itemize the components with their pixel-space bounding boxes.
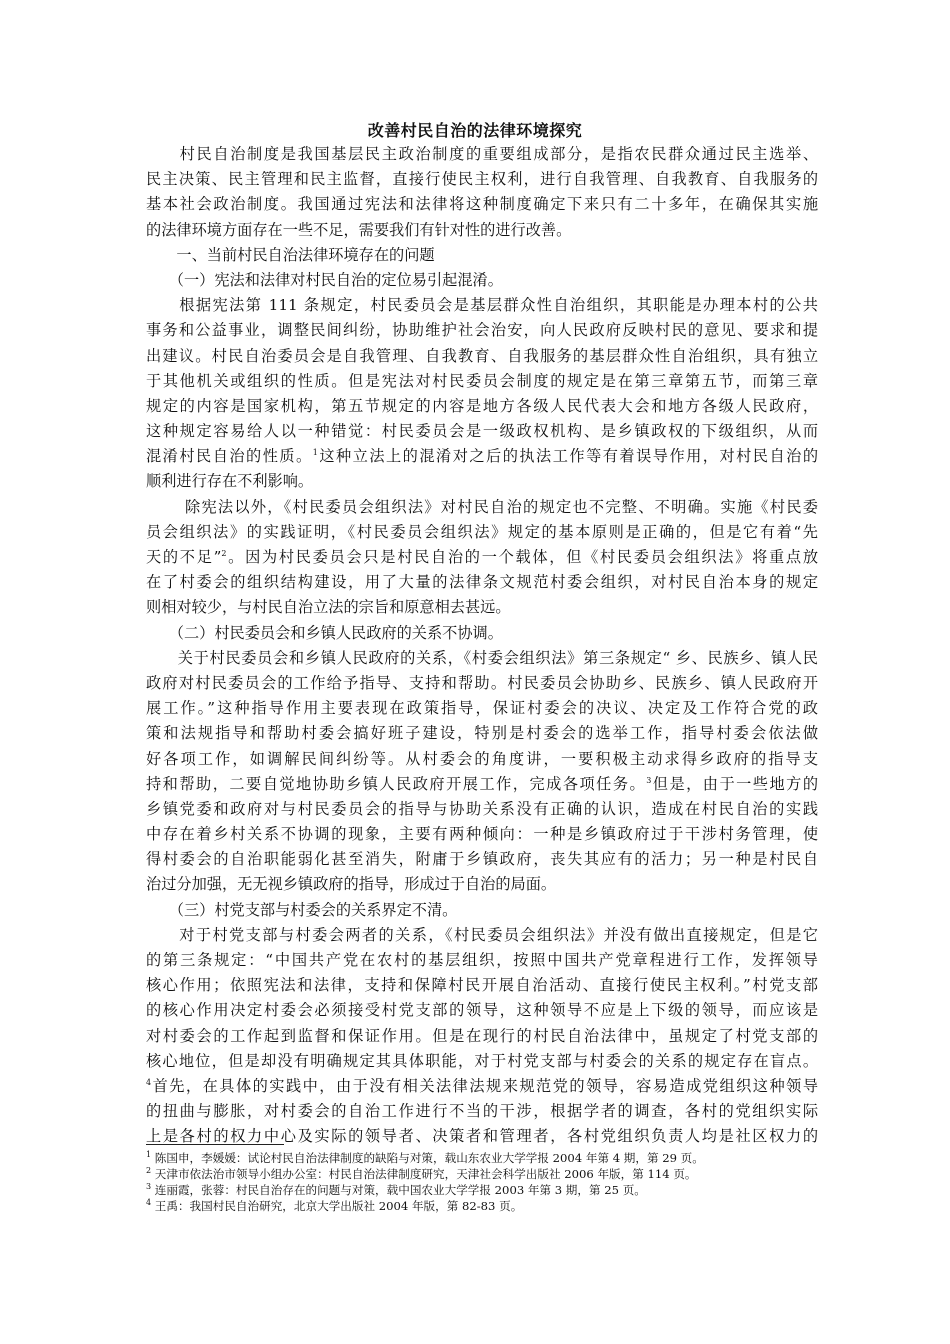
footnote	[146, 1166, 826, 1182]
line-text: 除宪法以外，《村民委员会组织法》对村民自治的规定也不完整、不明确。实施《村民委	[146, 497, 818, 516]
line-text: 关于村民委员会和乡镇人民政府的关系，《村委会组织法》第三条规定“ 乡、民族乡、镇人民	[146, 648, 818, 667]
text-line	[146, 772, 818, 797]
line-text: 治过分加强，无无视乡镇政府的指导，形成过于自治的局面。	[146, 875, 557, 894]
footnotes	[146, 1150, 826, 1214]
text-line	[146, 872, 818, 897]
line-text: 好各项工作，如调解民间纠纷等。从村委会的角度讲，一要积极主动求得乡政府的指导支	[146, 749, 818, 768]
text-line	[146, 344, 818, 369]
line-text: 天的不足”	[146, 548, 222, 566]
line-text: 。因为村民委员会只是村民自治的一个载体，但《村民委员会组织法》将重点放	[226, 548, 819, 566]
footnote-marker: 4	[146, 1077, 152, 1087]
text-line	[146, 293, 818, 318]
text-line	[146, 621, 818, 646]
text-line	[146, 1024, 818, 1049]
text-line	[146, 444, 818, 469]
text-line	[146, 545, 818, 570]
text-line	[146, 923, 818, 948]
line-text: （二）村民委员会和乡镇人民政府的关系不协调。	[146, 623, 503, 642]
text-line	[146, 570, 818, 595]
line-text: 顺利进行存在不利影响。	[146, 472, 314, 491]
text-line	[146, 268, 818, 293]
line-text: 得村委会的自治职能弱化甚至消失，附庸于乡镇政府，丧失其应有的活力；另一种是村民自	[146, 850, 818, 869]
footnote-number: 1	[146, 1150, 152, 1160]
line-text: 这种立法上的混淆对之后的执法工作等有着误导作用，对村民自治的	[317, 447, 819, 466]
text-line	[146, 243, 818, 268]
footnote-separator	[146, 1144, 284, 1145]
line-text: 对于村党支部与村委会两者的关系，《村民委员会组织法》并没有做出直接规定，但是它	[146, 925, 818, 944]
line-text: （三）村党支部与村委会的关系界定不清。	[146, 900, 458, 919]
text-line	[146, 142, 818, 167]
line-text: （一）宪法和法律对村民自治的定位易引起混淆。	[146, 270, 503, 289]
text-line	[146, 595, 818, 620]
line-text: 于其他机关或组织的性质。但是宪法对村民委员会制度的规定是在第三章第五节，而第三章	[146, 371, 818, 390]
line-text: 规定的内容是国家机构，第五节规定的内容是地方各级人民代表大会和地方各级人民政府，	[146, 396, 818, 415]
line-text: 基本社会政治制度。我国通过宪法和法律将这种制度确定下来只有二十多年，在确保其实施	[146, 195, 818, 214]
line-text: 首先，在具体的实践中，由于没有相关法律法规来规范党的领导，容易造成党组织这种领导	[151, 1076, 818, 1095]
text-line	[146, 898, 818, 923]
text-line	[146, 797, 818, 822]
text-line	[146, 1074, 818, 1099]
footnote-marker: 3	[646, 775, 652, 785]
footnote-text: 连丽霞，张蓉：村民自治存在的问题与对策，载中国农业大学学报 2003 年第 3 期，第 25 页。	[151, 1183, 646, 1197]
line-text: 员会组织法》的实践证明，《村民委员会组织法》规定的基本原则是正确的，但是它有着“先	[146, 522, 818, 541]
text-line	[146, 822, 818, 847]
text-line	[146, 1099, 818, 1124]
footnote-text: 王禹：我国村民自治研究，北京大学出版社 2004 年版，第 82-83 页。	[151, 1199, 523, 1213]
line-text: 展工作。”这种指导作用主要表现在政策指导，保证村委会的决议、决定及工作符合党的政	[146, 699, 818, 718]
line-text: 持和帮助，二要自觉地协助乡镇人民政府开展工作，完成各项任务。	[146, 774, 647, 793]
text-line	[146, 671, 818, 696]
text-line	[146, 167, 818, 192]
text-line	[146, 948, 818, 973]
text-line	[146, 520, 818, 545]
text-line	[146, 847, 818, 872]
footnote-number: 2	[146, 1166, 152, 1176]
line-text: 出建议。村民自治委员会是自我管理、自我教育、自我服务的基层群众性自治组织，具有独立	[146, 346, 818, 365]
footnote-text: 陈国申，李媛媛：试论村民自治法律制度的缺陷与对策，载山东农业大学学报 2004 年第 4 期，第 29 页。	[151, 1151, 704, 1165]
line-text: 乡镇党委和政府对与村民委员会的指导与协助关系没有正确的认识，造成在村民自治的实践	[146, 799, 818, 818]
text-line	[146, 747, 818, 772]
footnote	[146, 1182, 826, 1198]
text-line	[146, 646, 818, 671]
text-line	[146, 495, 818, 520]
text-line	[146, 369, 818, 394]
text-line	[146, 696, 818, 721]
text-line	[146, 1124, 818, 1149]
text-line	[146, 318, 818, 343]
footnote-text: 天津市依法治市领导小组办公室：村民自治法律制度研究，天津社会科学出版社 2006 年版，第 114 页。	[151, 1167, 697, 1181]
footnote-number: 3	[146, 1182, 152, 1192]
footnote	[146, 1150, 826, 1166]
line-text: 核心作用；依照宪法和法律，支持和保障村民开展自治活动、直接行使民主权利。”村党支部	[146, 976, 818, 995]
text-line	[146, 1049, 818, 1074]
line-text: 这种规定容易给人以一种错觉：村民委员会是一级政权机构、是乡镇政权的下级组织，从而	[146, 422, 818, 441]
line-text: 的扭曲与膨胀，对村委会的自治工作进行不当的干涉，根据学者的调查，各村的党组织实际	[146, 1102, 818, 1121]
text-line	[146, 721, 818, 746]
line-text: 核心地位，但是却没有明确规定其具体职能，对于村党支部与村委会的关系的规定存在盲点。	[146, 1051, 818, 1070]
line-text: 对村委会的工作起到监督和保证作用。但是在现行的村民自治法律中，虽规定了村党支部的	[146, 1026, 818, 1045]
text-line	[146, 973, 818, 998]
text-line	[146, 998, 818, 1023]
line-text: 上是各村的权力中心及实际的领导者、决策者和管理者，各村党组织负责人均是社区权力的	[146, 1127, 818, 1146]
document-title: 改善村民自治的法律环境探究	[367, 121, 583, 140]
line-text: 混淆村民自治的性质。	[146, 447, 313, 466]
text-line	[146, 394, 818, 419]
line-text: 则相对较少，与村民自治立法的宗旨和原意相去甚远。	[146, 598, 511, 617]
text-line	[146, 469, 818, 494]
line-text: 的第三条规定：“中国共产党在农村的基层组织，按照中国共产党章程进行工作，发挥领导	[146, 951, 818, 969]
footnote-marker: 1	[312, 448, 318, 458]
line-text: 策和法规指导和帮助村委会搞好班子建设，特别是村委会的选举工作，指导村委会依法做	[146, 724, 818, 743]
text-line	[146, 419, 818, 444]
line-text: 一、当前村民自治法律环境存在的问题	[146, 245, 435, 264]
line-text: 政府对村民委员会的工作给予指导、支持和帮助。村民委员会协助乡、民族乡、镇人民政府开	[146, 673, 818, 692]
footnote-marker: 2	[221, 548, 227, 558]
text-line	[146, 218, 818, 243]
line-text: 的法律环境方面存在一些不足，需要我们有针对性的进行改善。	[146, 220, 572, 239]
footnote-number: 4	[146, 1198, 152, 1208]
line-text: 民主决策、民主管理和民主监督，直接行使民主权利，进行自我管理、自我教育、自我服务的	[146, 170, 818, 189]
line-text: 村民自治制度是我国基层民主政治制度的重要组成部分，是指农民群众通过民主选举、	[146, 145, 818, 163]
line-text: 事务和公益事业，调整民间纠纷，协助维护社会治安，向人民政府反映村民的意见、要求和提	[146, 321, 818, 340]
line-text: 的核心作用决定村委会必须接受村党支部的领导，这种领导不应是上下级的领导，而应该是	[146, 1001, 818, 1020]
footnote	[146, 1198, 826, 1214]
line-text: 但是，由于一些地方的	[651, 774, 819, 793]
line-text: 在了村委会的组织结构建设，用了大量的法律条文规范村委会组织，对村民自治本身的规定	[146, 573, 818, 592]
text-line	[146, 192, 818, 217]
document-body	[146, 142, 818, 1150]
line-text: 根据宪法第 111 条规定，村民委员会是基层群众性自治组织，其职能是办理本村的公共	[146, 296, 818, 315]
line-text: 中存在着乡村关系不协调的现象，主要有两种倾向：一种是乡镇政府过于干涉村务管理，使	[146, 825, 818, 844]
